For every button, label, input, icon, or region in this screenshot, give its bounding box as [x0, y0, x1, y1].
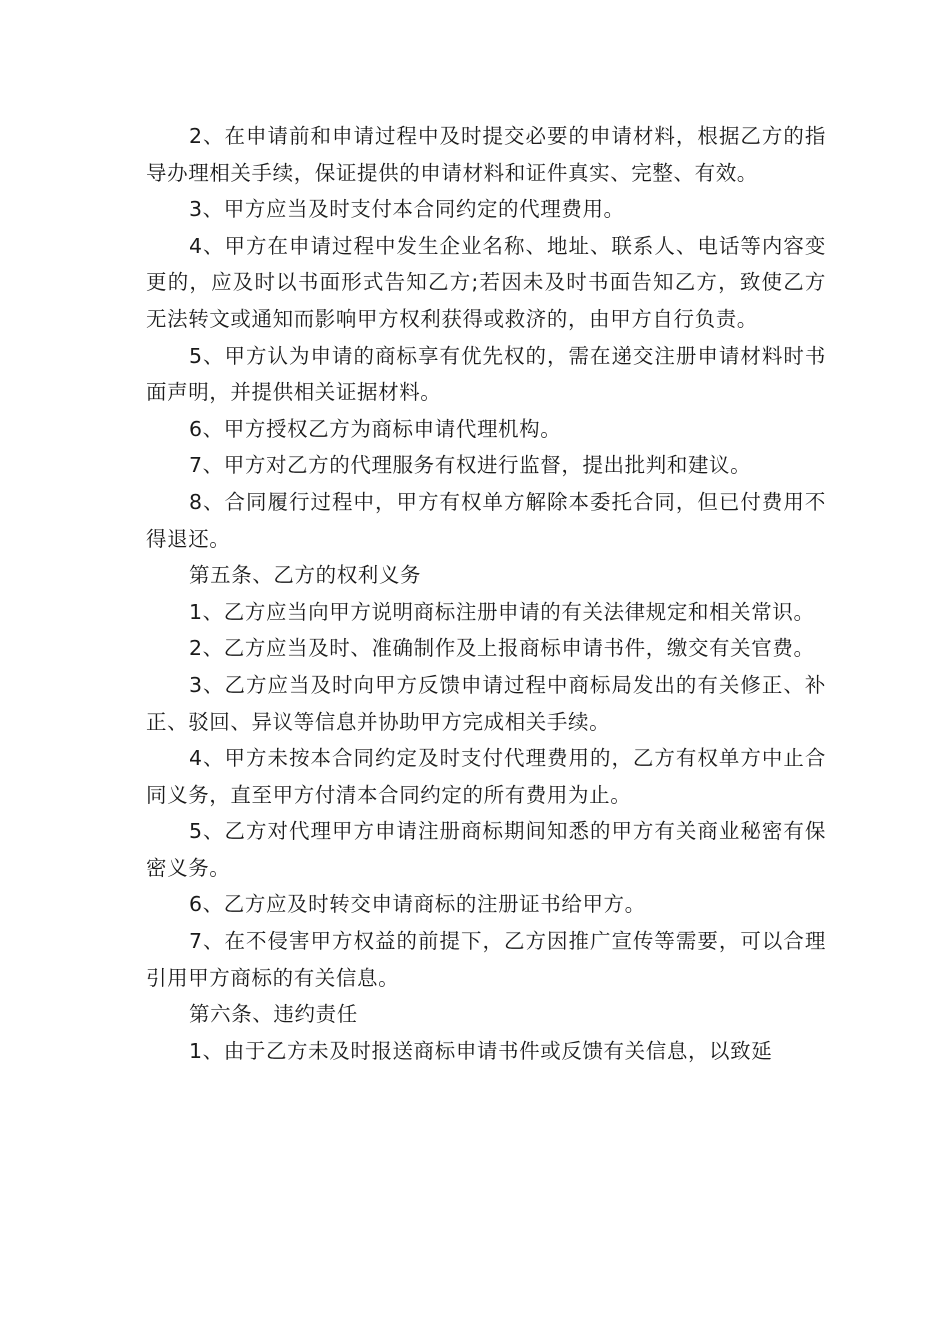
section-heading: 第五条、乙方的权利义务: [189, 563, 422, 588]
section-heading: 第六条、违约责任: [189, 1002, 358, 1027]
paragraph: 1、由于乙方未及时报送商标申请书件或反馈有关信息，以致延: [189, 1038, 773, 1063]
paragraph: 4、甲方未按本合同约定及时支付代理费用的，乙方有权单方中止合同义务，直至甲方付清本合同约定的所有费用为止。: [146, 746, 826, 807]
paragraph: 8、合同履行过程中，甲方有权单方解除本委托合同，但已付费用不得退还。: [146, 489, 826, 551]
paragraph: 1、乙方应当向甲方说明商标注册申请的有关法律规定和相关常识。: [189, 599, 815, 624]
paragraph: 6、甲方授权乙方为商标申请代理机构。: [189, 416, 562, 441]
paragraph: 3、乙方应当及时向甲方反馈申请过程中商标局发出的有关修正、补正、驳回、异议等信息并协助甲方完成相关手续。: [146, 672, 826, 734]
paragraph: 2、乙方应当及时、准确制作及上报商标申请书件，缴交有关官费。: [189, 636, 815, 661]
paragraph: 5、乙方对代理甲方申请注册商标期间知悉的甲方有关商业秘密有保密义务。: [146, 819, 826, 880]
paragraph: 3、甲方应当及时支付本合同约定的代理费用。: [189, 197, 625, 222]
paragraph: 7、在不侵害甲方权益的前提下，乙方因推广宣传等需要，可以合理引用甲方商标的有关信息。: [146, 929, 826, 990]
document-body: [146, 118, 826, 1069]
paragraph: 5、甲方认为申请的商标享有优先权的，需在递交注册申请材料时书面声明，并提供相关证据材料。: [146, 343, 826, 405]
paragraph: 7、甲方对乙方的代理服务有权进行监督，提出批判和建议。: [189, 453, 752, 478]
paragraph: 2、在申请前和申请过程中及时提交必要的申请材料，根据乙方的指导办理相关手续，保证提供的申请材料和证件真实、完整、有效。: [146, 124, 826, 185]
paragraph: 4、甲方在申请过程中发生企业名称、地址、联系人、电话等内容变更的，应及时以书面形式告知乙方;若因未及时书面告知乙方，致使乙方无法转文或通知而影响甲方权利获得或救济的，由甲方自行负责。: [146, 233, 826, 331]
paragraph: 6、乙方应及时转交申请商标的注册证书给甲方。: [189, 892, 646, 917]
